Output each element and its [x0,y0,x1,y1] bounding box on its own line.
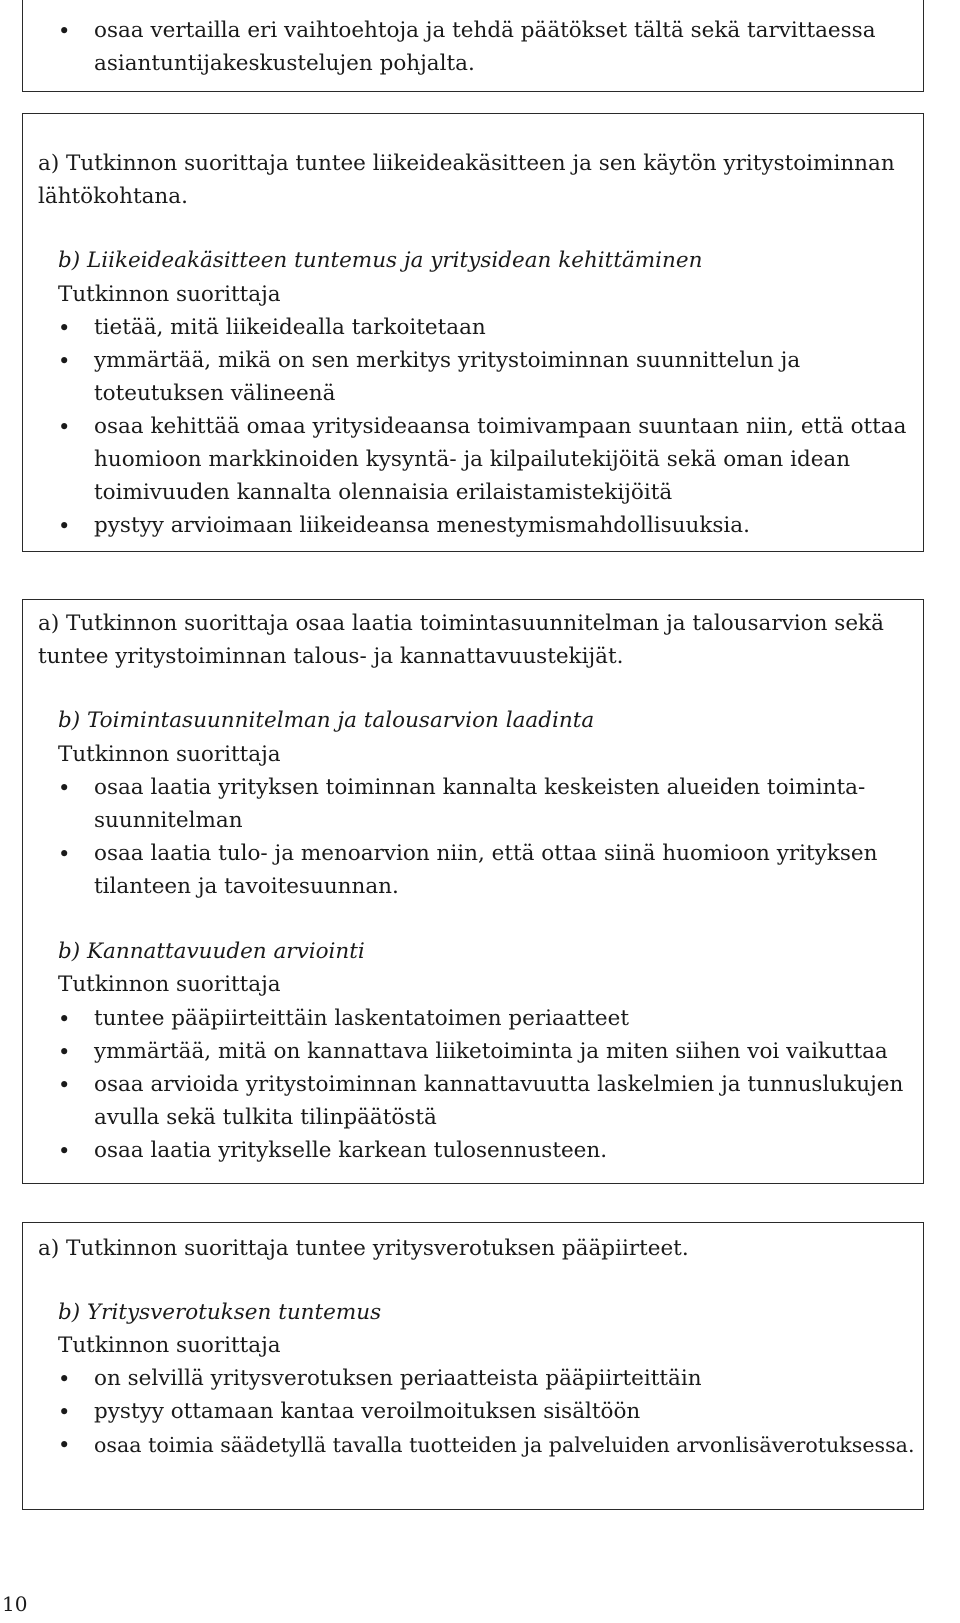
objective-a-text: a) Tutkinnon suorittaja tuntee yritysverotuksen pääpiirteet. [38,1236,689,1261]
bullet-text-line: ymmärtää, mitä on kannattava liiketoiminta ja miten siihen voi vaikuttaa [94,1039,888,1064]
bullet-text-line: on selvillä yritysverotuksen periaatteista pääpiirteittäin [94,1366,702,1391]
objective-a-text: lähtökohtana. [38,184,188,209]
bullet-marker: • [58,1007,71,1031]
lead-text: Tutkinnon suorittaja [58,282,281,307]
bullet-marker: • [58,776,71,800]
subheading-b: b) Yritysverotuksen tuntemus [58,1300,382,1325]
bullet-marker: • [58,349,71,373]
bullet-text-line: osaa laatia yrityksen toiminnan kannalta keskeisten alueiden toiminta- [94,775,866,800]
bullet-text-line: huomioon markkinoiden kysyntä- ja kilpailutekijöitä sekä oman idean [94,447,851,472]
bullet-text-line: osaa arvioida yritystoiminnan kannattavuutta laskelmien ja tunnuslukujen [94,1072,904,1097]
lead-text: Tutkinnon suorittaja [58,972,281,997]
bullet-text-line: pystyy ottamaan kantaa veroilmoituksen sisältöön [94,1399,641,1424]
bullet-marker: • [58,415,71,439]
bullet-text-line: osaa laatia tulo- ja menoarvion niin, että ottaa siinä huomioon yrityksen [94,841,878,866]
bullet-text-line: osaa vertailla eri vaihtoehtoja ja tehdä päätökset tältä sekä tarvittaessa [94,18,876,43]
bullet-marker: • [58,1400,71,1424]
bullet-marker: • [58,316,71,340]
objective-a-text: tuntee yritystoiminnan talous- ja kannattavuustekijät. [38,644,624,669]
bullet-marker: • [58,1073,71,1097]
bullet-text-line: osaa toimia säädetyllä tavalla tuotteiden ja palveluiden arvonlisäverotuksessa. [94,1433,915,1457]
bullet-text-line: tietää, mitä liikeidealla tarkoitetaan [94,315,486,340]
bullet-marker: • [58,1433,71,1457]
bullet-text-line: tuntee pääpiirteittäin laskentatoimen periaatteet [94,1006,630,1031]
bullet-marker: • [58,19,71,43]
bullet-text-line: suunnitelman [94,808,243,833]
bullet-text-line: tilanteen ja tavoitesuunnan. [94,874,399,899]
bullet-text-line: pystyy arvioimaan liikeideansa menestymismahdollisuuksia. [94,513,750,538]
bullet-marker: • [58,842,71,866]
bullet-marker: • [58,1139,71,1163]
lead-text: Tutkinnon suorittaja [58,1333,281,1358]
bullet-marker: • [58,1040,71,1064]
bullet-marker: • [58,514,71,538]
bullet-text-line: toteutuksen välineenä [94,381,336,406]
bullet-text-line: osaa laatia yritykselle karkean tulosennusteen. [94,1138,608,1163]
bullet-text-line: avulla sekä tulkita tilinpäätöstä [94,1105,437,1130]
bullet-marker: • [58,1367,71,1391]
bullet-text-line: toimivuuden kannalta olennaisia erilaistamistekijöitä [94,480,673,505]
bullet-text-line: osaa kehittää omaa yritysideaansa toimivampaan suuntaan niin, että ottaa [94,414,907,439]
subheading-b: b) Kannattavuuden arviointi [58,939,365,964]
page-number: 10 [2,1592,28,1616]
subheading-b: b) Liikeideakäsitteen tuntemus ja yritysidean kehittäminen [58,248,703,273]
subheading-b: b) Toimintasuunnitelman ja talousarvion laadinta [58,708,595,733]
lead-text: Tutkinnon suorittaja [58,742,281,767]
objective-a-text: a) Tutkinnon suorittaja tuntee liikeideakäsitteen ja sen käytön yritystoiminnan [38,151,895,176]
objective-a-text: a) Tutkinnon suorittaja osaa laatia toimintasuunnitelman ja talousarvion sekä [38,611,884,636]
bullet-text-line: asiantuntijakeskustelujen pohjalta. [94,51,475,76]
bullet-text-line: ymmärtää, mikä on sen merkitys yritystoiminnan suunnittelun ja [94,348,801,373]
